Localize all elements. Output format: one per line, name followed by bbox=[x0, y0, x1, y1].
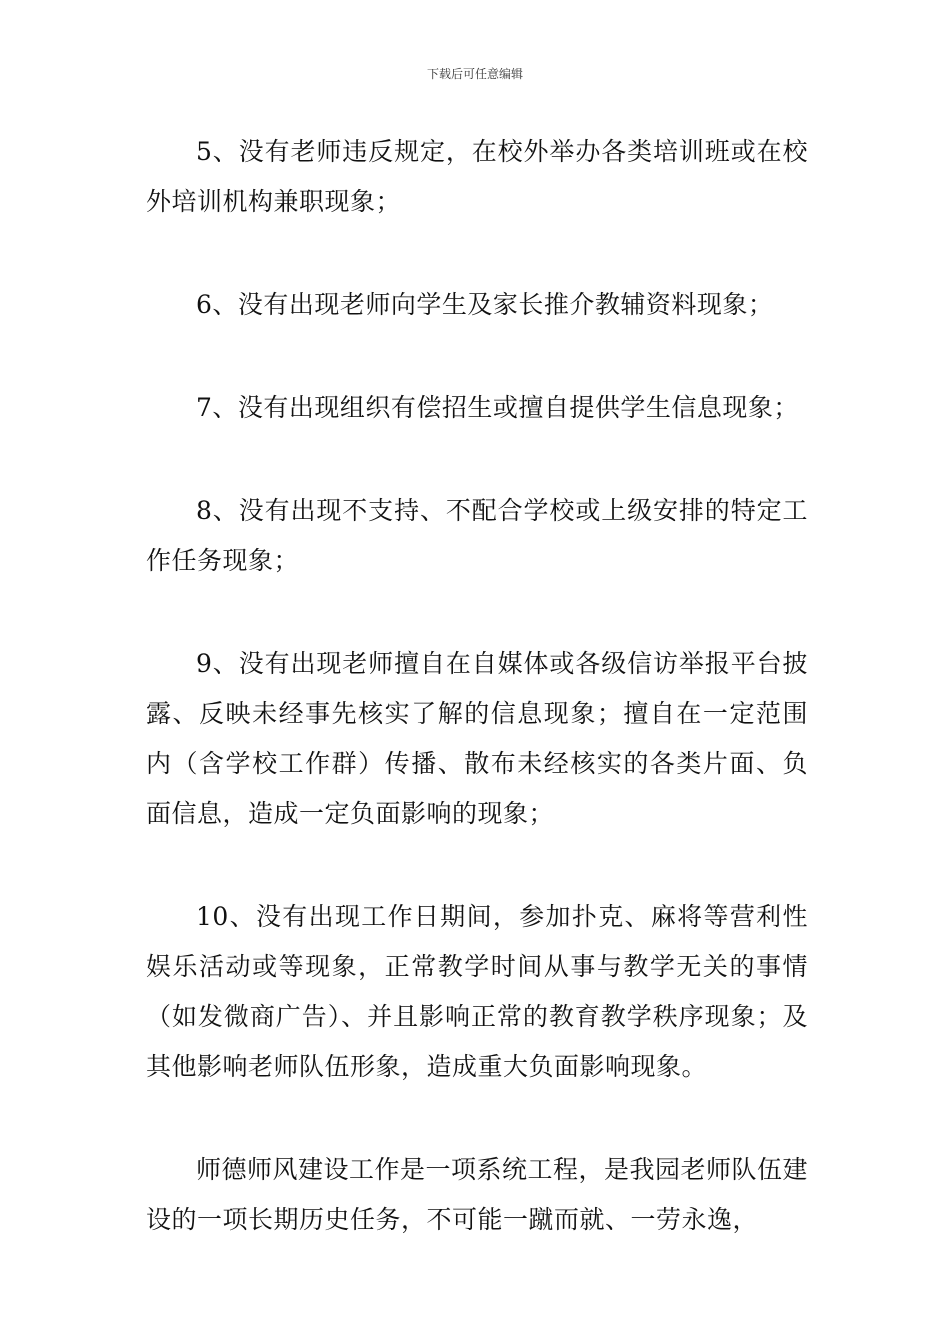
paragraph-item-5: 5、没有老师违反规定，在校外举办各类培训班或在校外培训机构兼职现象； bbox=[146, 137, 808, 216]
header-note: 下载后可任意编辑 bbox=[426, 67, 523, 81]
document-body bbox=[146, 127, 808, 1245]
paragraph-item-9: 9、没有出现老师擅自在自媒体或各级信访举报平台披露、反映未经事先核实了解的信息现象；擅自在一定范围内（含学校工作群）传播、散布未经核实的各类片面、负面信息，造成一定负面影响的现象； bbox=[146, 649, 808, 828]
paragraph-item-10: 10、没有出现工作日期间，参加扑克、麻将等营利性娱乐活动或等现象，正常教学时间从事与教学无关的事情（如发微商广告）、并且影响正常的教育教学秩序现象；及其他影响老师队伍形象，造成重大负面影响现象。 bbox=[146, 902, 808, 1081]
paragraph-item-6: 6、没有出现老师向学生及家长推介教辅资料现象； bbox=[196, 290, 774, 319]
paragraph-item-7: 7、没有出现组织有偿招生或擅自提供学生信息现象； bbox=[196, 393, 799, 422]
paragraph-conclusion: 师德师风建设工作是一项系统工程，是我园老师队伍建设的一项长期历史任务，不可能一蹴而就、一劳永逸， bbox=[146, 1155, 809, 1234]
paragraph-item-8: 8、没有出现不支持、不配合学校或上级安排的特定工作任务现象； bbox=[146, 496, 808, 575]
